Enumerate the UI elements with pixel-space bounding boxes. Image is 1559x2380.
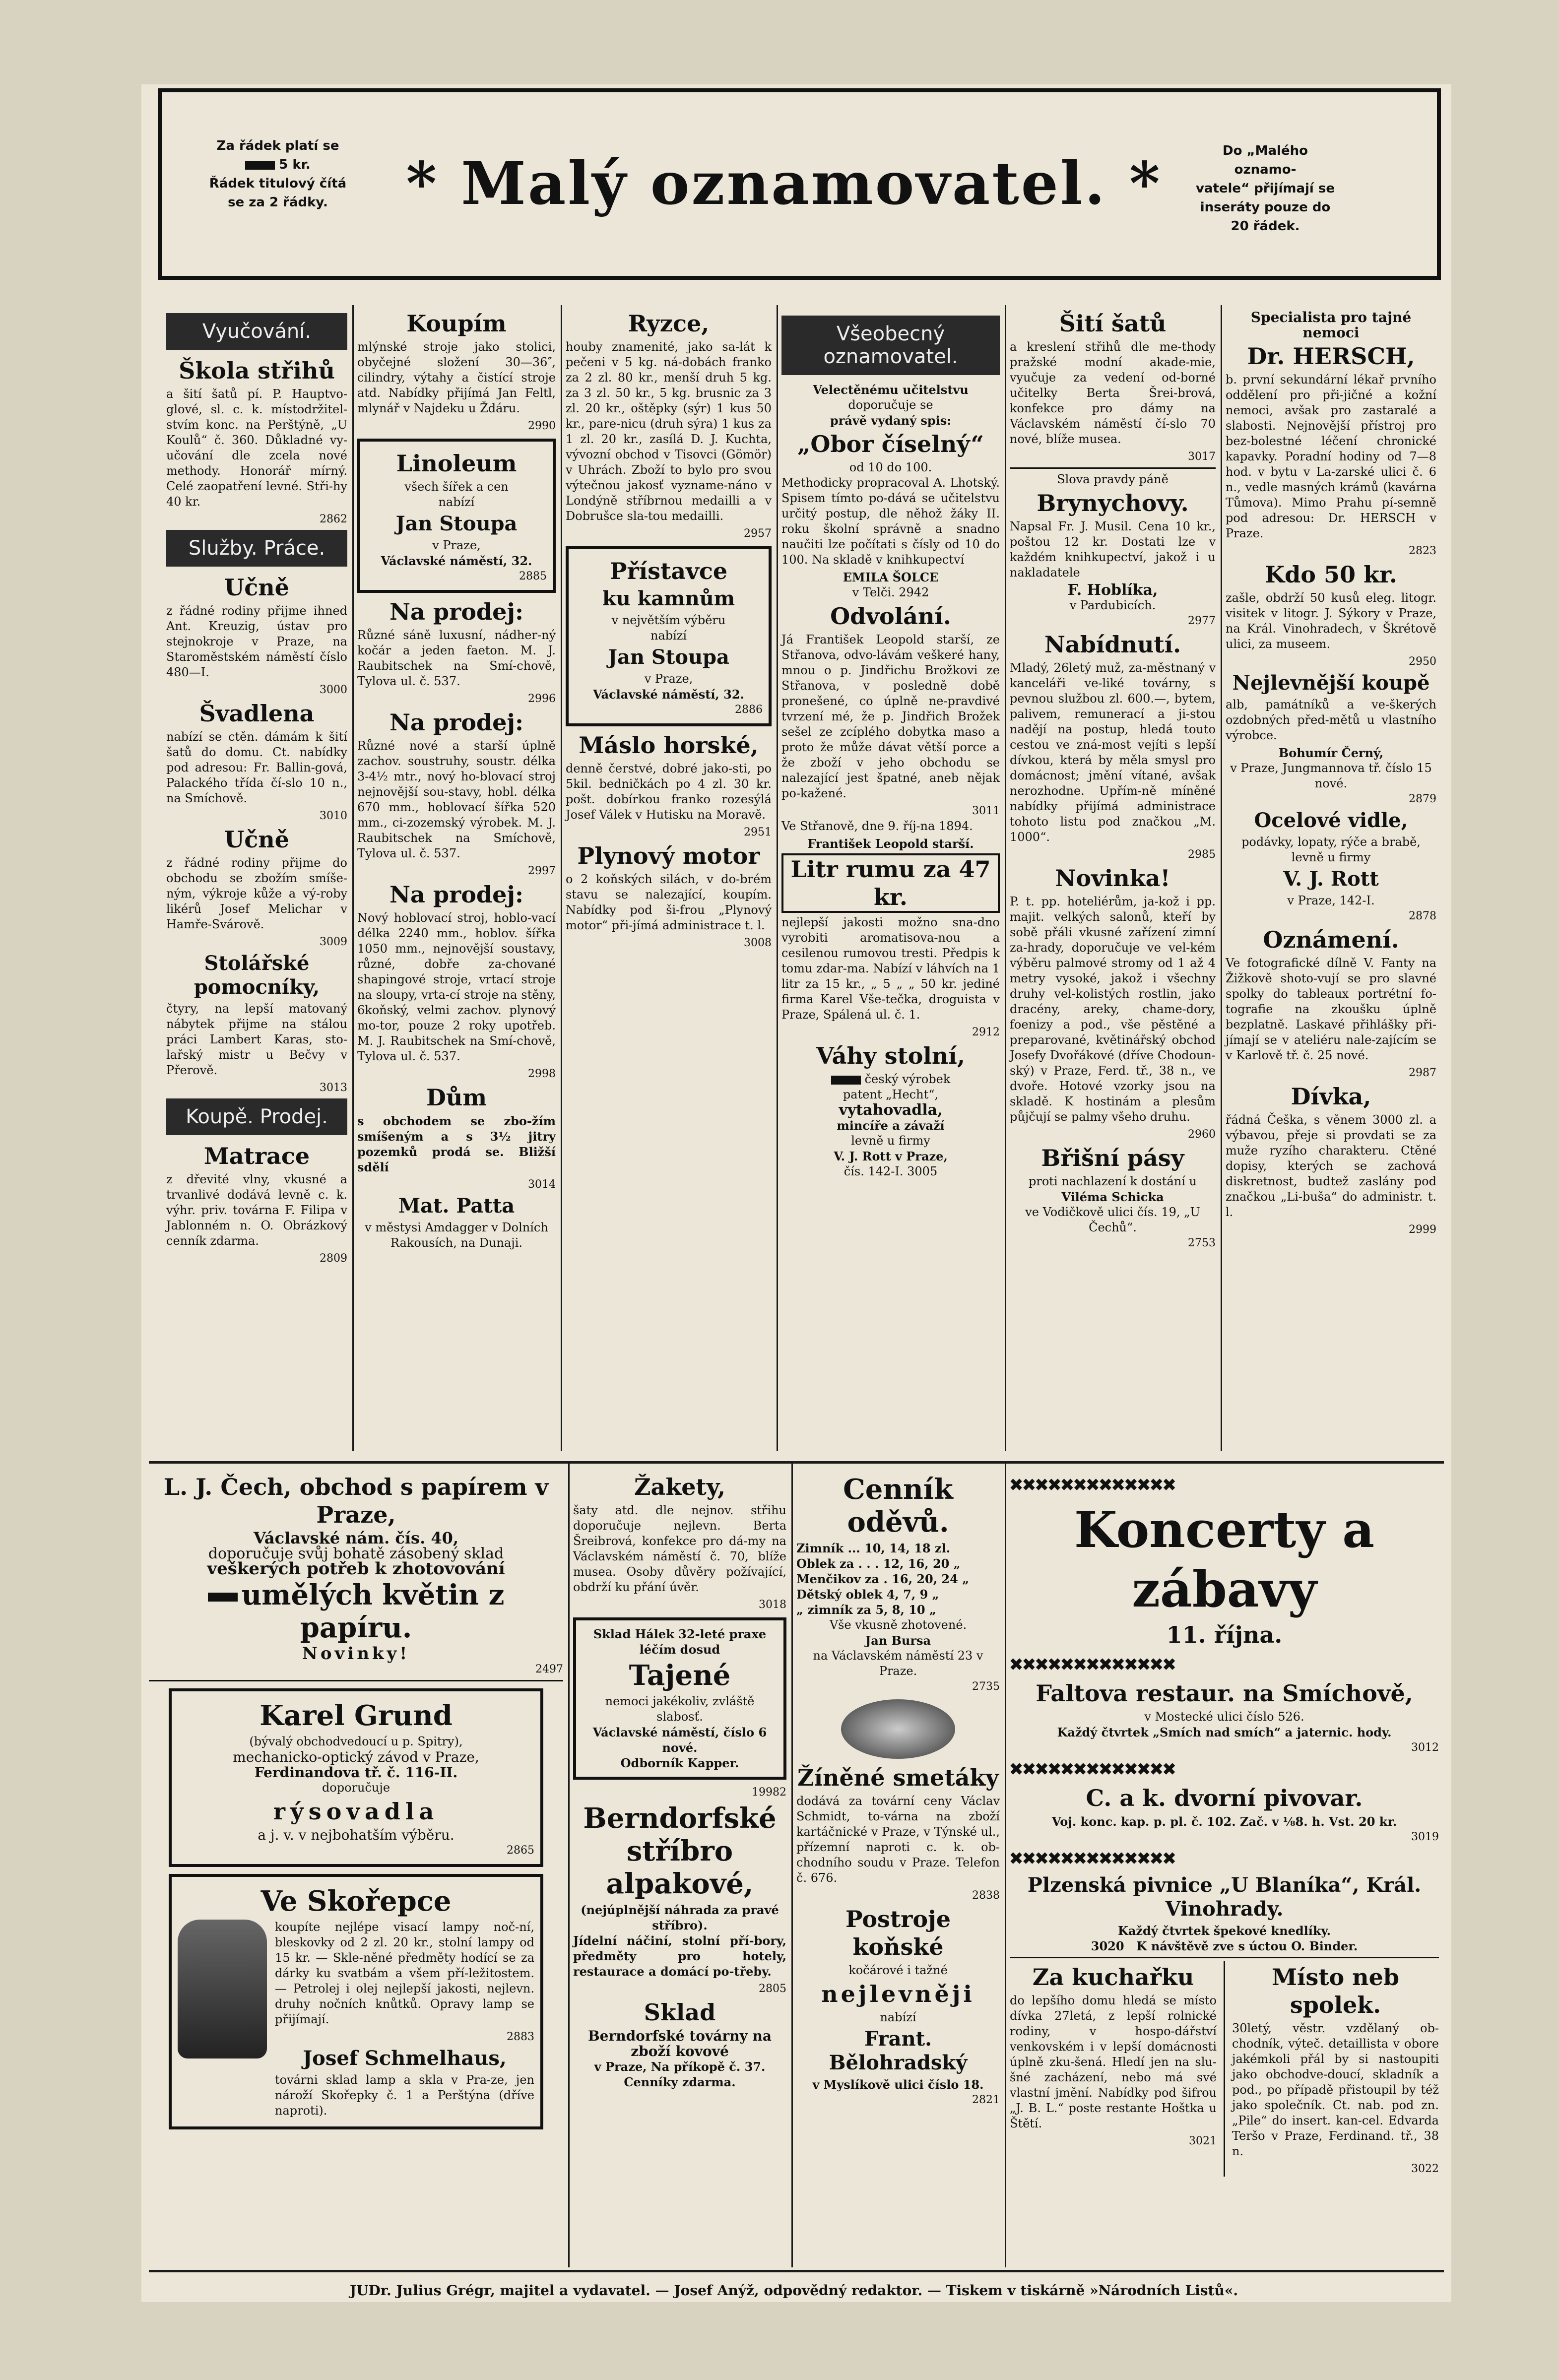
ad-address: Václavské náměstí, 32. [381,554,532,568]
ad-title: Místo neb spolek. [1271,1964,1400,2018]
ad-seller: F. Hoblíka, [1067,581,1158,599]
price-line-3: Řádek titulový čítá [209,176,347,191]
bottom-column-3 [796,1471,1000,2108]
lamp-icon [178,1920,267,2058]
ad-title: „Obor číselný“ [797,431,984,457]
ad-title: Na prodej: [389,881,523,908]
column-4 [781,313,1000,1179]
column-1 [166,310,347,1266]
ad-number: 2753 [1188,1237,1216,1249]
ad-number: 2996 [528,693,556,705]
ad-body: s obchodem se zbo-žím smíšeným a s 3½ jitry pozemků prodá se. Bližší sdělí [357,1114,556,1174]
ad-line: v Pardubicích. [1069,598,1156,612]
ad-line: nabízí [438,495,475,509]
ad-line: mechanicko-optický závod v Praze, [233,1749,479,1765]
ad-number: 2838 [972,1889,1000,1902]
ad-title: Ryzce, [628,310,710,337]
ad-title: Karel Grund [260,1699,453,1732]
ad-line: veškerých potřeb k zhotovování [207,1559,505,1579]
ad-line: patent „Hecht“, [843,1088,939,1101]
ad-title: Břišní pásy [1041,1145,1184,1171]
ad-line: (bývalý obchodvedoucí u p. Spitry), [249,1735,463,1748]
ad-line: od 10 do 100. [849,460,932,474]
ad-title: Koncerty a zábavy [1074,1500,1375,1618]
ad-body: 30letý, věstr. vzdělaný ob-chodník, výteč. detaillista v obore jakémkoli přál by si nastoupiti jako obchodve-doucí, skladník a pod., po případě přistoupil by též jako společník. Ct. nab. pod zn. „Pile“ do insert. kan-cel. Edvarda Teršo v Praze, Ferdinand. tř., 38 n. [1232,2021,1439,2158]
ad-line: podávky, lopaty, rýče a brabě, levně u firmy [1241,835,1421,864]
ad-number: 3013 [320,1082,347,1094]
ad-title: Brynychovy. [1037,490,1189,516]
pointing-hand-icon [245,161,275,170]
ad-line: doporučuje se [848,398,933,412]
ad-number: 3008 [744,937,772,949]
ad-body: Jídelní náčiní, stolní pří-bory, předměty pro hotely, restaurace a domácí po-třeby. [573,1933,786,1979]
ad-line: nemoci jakékoliv, zvláště slabosť. [605,1694,755,1724]
ad-title: Na prodej: [389,598,523,625]
ad-line: v Praze, [644,672,693,686]
price-line-1: Za řádek platí se [216,138,339,153]
ad-address: v Praze, Jungmannova tř. číslo 15 nové. [1230,761,1432,790]
ad-number: 2865 [507,1844,534,1857]
ad-line: a j. v. v nejbohatším výběru. [258,1827,455,1843]
ad-number: 2879 [1409,793,1436,805]
ad-number: 3021 [1189,2135,1217,2147]
ad-body: houby znamenité, jako sa-lát k pečeni v 5 kg. ná-dobách franko za 2 zl. 80 kr., menší druh 5 kg. za 3 zl. 50 kr., 5 kg. brusnic za 3 zl. 20 kr., oštěpky (sýr) 1 kus 50 kr., pare-nicu (druh sýra) 1 kus za 1 zl. 20 kr., zasílá D. J. Kuchta, vývozní obchod v Tisovci (Gömör) v Uhrách. Zboží to bylo pro svou výtečnou jakosť vyzname-náno v Londýně stříbrnou medailli a v Dobrušce sla-tou medailli. [566,340,772,523]
ad-number: 2886 [735,704,763,716]
ad-seller: Jan Stoupa [608,645,729,669]
ad-body: nabízí se ctěn. dámám k šití šatů do domu. Ct. nabídky pod adresou: Fr. Ballin-gová, Palackého třída čí-slo 10 n., na Smíchově. [166,730,347,805]
ad-body: denně čerstvé, dobré jako-sti, po 5kil. bedničkách po 4 zl. 30 kr. pošt. dobírkou franko rozesýlá Josef Válek v Hutisku na Moravě. [566,762,772,822]
section-header-general: Všeobecný oznamovatel. [781,316,1000,375]
ad-address: v Mostecké ulici číslo 526. [1144,1710,1304,1724]
ad-number: 19982 [752,1786,786,1799]
ad-subtitle: ku kamnům [602,587,735,610]
column-divider [1005,1464,1006,2267]
ad-body: nejlepší jakosti možno sna-dno vyrobiti aromatisova-nou a cesilenou rumovou tresti. Předpis k tomu zdar-ma. Nabízí v láhvích na 1 litr za 15 kr., „ 5 „ „ 50 kr. jediné firma Karel Vše-tečka, droguista v Praze, Spálená ul. č. 1. [781,915,1000,1022]
ad-number: 2987 [1409,1067,1436,1079]
price-line-4: se za 2 řádky. [228,195,328,210]
divider [1010,467,1216,469]
ad-body: do lepšího domu hledá se místo dívka 27letá, z lepší rolnické rodiny, v hospo-dářství venkovském i v lepší domácnosti úplně zku-šená. Hledí jen na slu-šné zacházení, nebo má své vlastní jmění. Nabídky pod šifrou „J. B. L.“ poste restante Hoštka u Štětí. [1010,1994,1217,2130]
decorative-cross-border: ✖✖✖✖✖✖✖✖✖✖✖✖✖ [1010,1845,1176,1871]
ad-number: 2885 [519,570,547,582]
footer-divider [149,2270,1444,2272]
ad-title: Nabídnutí. [1044,631,1181,658]
price-row: Oblek za . . . 12, 16, 20 „ [796,1556,961,1571]
ad-title: Stolářské pomocníky, [194,952,320,999]
ad-address: na Václavském náměstí 23 v Praze. [813,1649,983,1678]
ad-number: 2985 [1188,848,1216,861]
ad-address: ve Vodičkově ulici čís. 19, „U Čechů“. [1025,1205,1200,1234]
ad-number: 2823 [1409,545,1436,557]
ad-seller: V. J. Rott v Praze, [834,1149,948,1163]
tajene-ad-box [573,1617,786,1780]
ad-title: Přístavce [609,558,728,584]
ad-number: 2805 [759,1983,786,1995]
ad-seller: Bohumír Černý, [1278,746,1384,760]
limit-line-3: inseráty pouze do [1200,200,1331,215]
decorative-cross-border: ✖✖✖✖✖✖✖✖✖✖✖✖✖ [1010,1471,1176,1498]
ad-line: v největším výběru [611,613,726,627]
ad-line: levně u firmy [851,1134,930,1148]
ad-seller: Mat. Patta [398,1194,515,1218]
ad-title: Plzenská pivnice „U Blaníka“, Král. Vinohrady. [1027,1873,1422,1921]
ad-number: 3014 [528,1178,556,1191]
ad-line: Slova pravdy páně [1057,472,1169,486]
pointing-hand-icon [831,1076,861,1085]
ad-line: Voj. konc. kap. p. pl. č. 102. Zač. v ⅛8. h. Vst. 20 kr. [1051,1814,1397,1829]
ad-body: mlýnské stroje jako stolici, obyčejné složení 30—36″, cilindry, výtahy a čistící stroje atd. Nabídky přijímá Jan Feltl, mlynář v Najdeku u Ždáru. [357,340,556,415]
ad-line: právě vydaný spis: [830,413,952,428]
ad-title: Učně [224,574,289,601]
ad-number: 3019 [1411,1831,1439,1843]
ad-subtitle: Sklad [644,1999,716,2026]
header-price-note [174,136,382,212]
ad-address: v Myslíkově ulici číslo 18. [812,2077,984,2092]
ad-title: Oznámení. [1263,926,1399,953]
ad-place-line: v Telči. 2942 [852,585,929,599]
price-line-2: 5 kr. [174,155,382,174]
ad-date: 11. října. [1166,1621,1283,1648]
ad-title: Ve Skořepce [260,1885,452,1918]
ad-number: 2883 [507,2031,534,2043]
ad-line: Vše vkusně zhotovené. [829,1618,967,1632]
ad-body: o 2 koňských silách, v do-brém stavu se nalezající, koupím. Nabídky pod ši-frou „Plynový motor“ při-jímá administrace t. l. [566,872,772,932]
ad-number: 3022 [1411,2163,1439,2175]
ad-body: b. první sekundární lékař prvního oddělení pro při-jičné a kožní nemoci, avšak pro zastaralé a slabosti. Nejnovější přístroj pro bez-bolestné léčení chronické kapavky. Poradní hodiny od 7—8 hod. v bytu v La-zarské ulici č. 6 n., vedle masných krámů (kavárna Tůmova). Mimo Prahu pí-semně pod adresou: Dr. HERSCH v Praze. [1226,373,1436,540]
ad-title: Tajené [629,1659,731,1692]
ad-number: 2957 [744,527,772,540]
star-icon: * [406,149,439,218]
ad-title: Faltova restaur. na Smíchově, [1036,1680,1413,1707]
price-row: „ zimník za 5, 8, 10 „ [796,1603,936,1617]
ad-title: Cenník oděvů. [843,1473,953,1539]
section-divider [149,1461,1444,1464]
ad-number: 3012 [1411,1741,1439,1754]
ad-body: z řádné rodiny přijme ihned Ant. Kreuzig, ústav pro stejnokroje v Praze, na Staroměstském náměstí číslo 480—I. [166,604,347,679]
ad-body: P. t. pp. hoteliérům, ja-kož i pp. majit. velkých salonů, kteří by sobě přáli vkusné zařízení zimní za-hrady, doporučuje ve vel-kém výběru palmové stromy od 1 až 4 metry vysoké, jakož i všechny druhy vel-kolistých rostlin, jako dracény, areky, chame-dory, foenizy a pod., vše pěstěné a preparované, květinářský obchod Josefy Dvořákové (dříve Chodoun-ský) v Praze, Ferd. tř., 38 n., ve dvoře. Hotové vzorky jsou na skladě. K hostinám a plesům půjčují se palmy všeho druhu. [1010,895,1216,1124]
ad-number: 3017 [1188,450,1216,463]
column-divider [1221,305,1222,1451]
ad-title: Ocelové vidle, [1254,809,1408,832]
ad-date: Ve Střanově, dne 9. říj-na 1894. [781,819,973,833]
grund-ad-box [169,1688,543,1867]
column-divider [561,305,562,1451]
ad-seller: Odborník Kapper. [620,1756,739,1770]
ad-number: 2951 [744,826,772,838]
ad-body: Já František Leopold starší, ze Střanova, odvo-lávám veškeré hany, mnou o p. Jindřichu Brožkovi ze Střanova, v posledně době pronešené, co úplně ne-pravdivé tvrzení mé, že p. Jindřich Brožek sešel ze zcíplého dobytka maso a proto že může dávat větší porce a že zboží v jeho obchodu se nalezající jest špatné, aneb nějak po-kažené. [781,633,1000,800]
ad-line: Novinky! [302,1644,410,1664]
ad-body: a kreslení střihů dle me-thody pražské modní akade-mie, vyučuje za vedení od-borné učitelky Berta Šrei-brová, konfekce pro dámy na Václavském náměstí čí-slo 70 nové, blíže musea. [1010,340,1216,446]
ad-title: Litr rumu za 47 kr. [781,853,1000,913]
ad-number: 3011 [972,805,1000,817]
ad-number: 2997 [528,865,556,877]
ad-number: 3018 [759,1599,786,1611]
ad-body: Napsal Fr. J. Musil. Cena 10 kr., poštou 12 kr. Dostati lze v každém knihkupectví, jakož i u nakladatele [1010,519,1216,579]
brush-icon [841,1699,955,1759]
ad-line: nabízí [650,629,687,643]
column-divider [352,305,354,1451]
price-row: Dětský oblek 4, 7, 9 „ [796,1587,939,1602]
ad-title: Učně [224,826,289,853]
limit-line-4: 20 řádek. [1231,219,1300,234]
ad-number: 2878 [1409,910,1436,922]
column-divider [1005,305,1006,1451]
ad-body: dodává za tovární ceny Václav Schmidt, to-várna na zboží kartáčnické v Praze, v Týnské ul., přízemní naproti c. k. ob-chodního soudu v Praze. Telefon č. 676. [796,1794,1000,1885]
ad-body: z řádné rodiny přijme do obchodu se zbožím smíše-ným, výkroje kůže a vý-roby likérů Josef Melichar v Hamře-Svárově. [166,856,347,931]
ad-line: nabízí [880,2010,916,2024]
ad-line: Sklad Hálek 32-leté praxe léčím dosud [593,1627,767,1657]
imprint-footer: JUDr. Julius Grégr, majitel a vydavatel. — Josef Anýž, odpovědný redaktor. — Tiskem v tiskárně »Národních Listů«. [349,2282,1238,2299]
ad-line: Velectěnému učitelstvu [813,383,969,397]
ad-title: Specialista pro tajné nemoci [1250,309,1412,341]
ad-body: koupíte nejlépe visací lampy noč-ní, bleskovky od 2 zl. 20 kr., stolní lampy od 15 kr. — Skle-něné předměty hodící se za dárky ku svatbám a všem pří-ležitostem. — Petrolej i olej nejlepší jakosti, nejlevn. druhy nočních knůtků. Opravy lamp se přijímají. [275,1920,534,2026]
decorative-cross-border: ✖✖✖✖✖✖✖✖✖✖✖✖✖ [1010,1651,1176,1677]
ad-title: Škola střihů [179,357,335,384]
ad-body: čtyry, na lepší matovaný nábytek přijme na stálou práci Lambert Karas, sto-lařský mistr u Bečvy v Přerově. [166,1002,347,1077]
pointing-hand-icon [208,1593,238,1602]
ad-title: Matrace [203,1143,310,1169]
ad-number: 2977 [1188,615,1216,627]
ad-line: Berndorfské továrny na zboží kovové [587,2028,772,2059]
header-limit-note [1191,141,1340,236]
ad-body: Mladý, 26letý muž, za-městnaný v kanceláři ve-liké továrny, s pevnou službou zl. 600.—, bytem, palivem, remunerací a ji-stou nadějí na postup, hledá touto cestou ve zná-most vejíti s lepší dívkou, která by měla smysl pro domácnost; jmění vítané, avšak nerozhodne. Upřím-ně míněné nabídky přijímá administrace tohoto listu pod značkou „M. 1000“. [1010,661,1216,844]
ad-address: v Praze, Na příkopě č. 37. Cenníky zdarma. [594,2059,766,2089]
cook-ad [1010,1961,1217,2177]
masthead-title: * Malý oznamovatel. * [406,149,1162,218]
limit-line-2: vatele“ přijímají se [1195,181,1335,196]
ad-number: 3009 [320,936,347,948]
ad-body: Nový hoblovací stroj, hoblo-vací délka 2240 mm., hoblov. šířka 1050 mm., nejnovější soustavy, různé, dobře za-chované shapingové stroje, vrtací stroje na sloupy, vrta-cí stroje na stěny, 6koňský, velmi zachov. plynový mo-tor, pouze 2 roky upotřeb. M. J. Raubitschek na Smí-chově, Tylova ul. č. 537. [357,911,556,1063]
decorative-cross-border: ✖✖✖✖✖✖✖✖✖✖✖✖✖ [1010,1755,1176,1782]
ad-address: Václavské náměstí, číslo 6 nové. [592,1725,767,1755]
ad-title: Za kuchařku [1032,1964,1194,1991]
ad-address: Ferdinandova tř. č. 116-II. [254,1764,458,1781]
column-divider [791,1464,793,2267]
ad-seller: EMILA ŠOLCE [843,570,939,584]
ad-line: Každý čtvrtek špekové knedlíky. [1117,1924,1331,1938]
ad-address: v Praze, 142-I. [1287,894,1375,907]
ad-title: Novinka! [1055,865,1170,892]
ad-headline: nejlevněji [821,1981,975,2007]
skorepka-ad-box [169,1874,543,2129]
ad-title: Plynový motor [577,842,760,869]
ad-line: Každý čtvrtek „Smích nad smích“ a jaternic. hody. [1057,1725,1392,1739]
section-header-teaching: Vyučování. [166,313,347,350]
linoleum-ad-box [357,439,556,593]
ad-number: 2998 [528,1068,556,1080]
position-ad [1232,1961,1439,2177]
bottom-column-1 [149,1471,563,2136]
price-row: Zimník ... 10, 14, 18 zl. [796,1541,951,1555]
ad-title: Žíněné smetáky [797,1764,999,1791]
ad-line: 3020 K návštěvě zve s úctou O. Binder. [1091,1939,1358,1953]
ad-body: zašle, obdrží 50 kusů eleg. litogr. visitek v litogr. J. Sýkory v Praze, na Král. Vinohradech, v Škrétově ulici, za museem. [1226,591,1436,651]
ad-body: Methodicky propracoval A. Lhotský. Spisem tímto po-dává se učitelstvu určitý postup, dle něhož žáky II. roku školní správně a snadno naučiti lze počítati s čísly od 10 do 100. Na skladě v knihkupectví [781,476,1000,567]
ad-title: Máslo horské, [579,732,759,759]
ad-number: 3000 [320,684,347,696]
ad-title: Berndorfské stříbro alpakové, [583,1802,777,1900]
column-3 [566,308,772,951]
ad-headline: umělých květin z papíru. [149,1579,563,1644]
ad-title: Žakety, [634,1474,726,1500]
ad-seller: Josef Schmelhaus, [303,2047,507,2070]
ad-line: (nejúplnější náhrada za pravé stříbro). [581,1903,779,1932]
ad-body: šaty atd. dle nejnov. střihu doporučuje nejlevn. Berta Šreibrová, konfekce pro dá-my na Václavském náměstí č. 70, blíže musea. Osoby důvěry požívající, obdrží ku přání úvěr. [573,1503,786,1594]
ad-number: 2990 [528,420,556,432]
ad-seller: Dr. HERSCH, [1247,343,1415,370]
stoves-ad-box [566,546,772,726]
price-row: Menčikov za . 16, 20, 24 „ [796,1572,969,1586]
ad-title: Dům [426,1084,487,1111]
limit-line-1: Do „Malého oznamo- [1223,143,1308,177]
ad-line: všech šířek a cen [404,480,509,494]
ad-number: 3010 [320,810,347,822]
ad-body: Ve fotografické dílně V. Fanty na Žižkově shoto-vují se pro slavné spolky do tableaux portrétní fo-tografie na zkoušku úplně bezplatně. Laskavé přihlášky při-jímají se v ateliéru nale-zajícím se v Karlově tř. č. 25 nové. [1226,956,1436,1062]
ad-title: Linoleum [396,450,517,477]
ad-body: řádná Češka, s věnem 3000 zl. a výbavou, přeje si provdati se za muže ryzího charakteru. Ctěné dopisy, kterých se zachová diskretnost, budtež zaslány pod značkou „Li-buša“ do administr. t. l. [1226,1113,1436,1219]
ad-title: Postroje koňské [845,1906,951,1960]
ad-body: Různé nové a starší úplně zachov. soustruhy, soustr. délka 3-4½ mtr., nový ho-blovací stroj nejnovější sou-stavy, hobl. délka 670 mm., hoblovací šířka 520 mm., ci-zozemský výrobek. M. J. Raubitschek na Smíchově, Tylova ul. č. 537. [357,739,556,860]
ad-line: vytahovadla, [839,1101,943,1119]
ad-title: Koupím [406,310,507,337]
ad-number: 2497 [535,1663,563,1675]
ad-address: Václavské nám. čís. 40, [253,1529,459,1547]
ad-body: alb, památníků a ve-škerých ozdobných před-mětů u vlastního výrobce. [1226,698,1436,742]
ad-line: český výrobek [781,1072,1000,1087]
ad-line: v Praze, [432,538,481,552]
ad-number: 2960 [1188,1128,1216,1141]
ad-title: Váhy stolní, [816,1042,965,1069]
ad-number: 2821 [972,2094,1000,2106]
ad-seller: Viléma Schicka [1061,1190,1164,1204]
ad-number: 2809 [320,1252,347,1265]
star-icon: * [1129,149,1162,218]
ad-address: továrni sklad lamp a skla v Pra-ze, jen nároží Skořepky č. 1 a Perštýna (dříve naproti). [275,2073,534,2118]
ad-title: Šití šatů [1059,310,1167,337]
ad-title: Nejlevnější koupě [1232,671,1430,695]
price-list [796,1541,1000,1617]
ad-body: a šití šatů pí. P. Hauptvo-glové, sl. c. k. místodržitel-stvím konc. na Perštýně, „U Koulů“ č. 360. Důkladné vy-učování dle zcela nové methody. Honorář mírný. Celé zaopatření levné. Stři-hy 40 kr. [166,387,347,509]
divider [149,1680,563,1681]
section-header-sales: Koupě. Prodej. [166,1098,347,1135]
ad-line: doporučuje [322,1781,390,1795]
ad-seller: V. J. Rott [1283,867,1379,891]
section-header-services: Služby. Práce. [166,530,347,567]
ad-place-line: čís. 142-I. 3005 [844,1164,938,1178]
ad-title: Odvolání. [830,603,951,630]
ad-title: Dívka, [1291,1083,1371,1110]
ad-seller: Jan Stoupa [395,512,518,535]
ad-title: Na prodej: [389,709,523,736]
ad-number: 2862 [320,513,347,525]
ad-line: kočárové i tažné [848,1963,948,1977]
ad-title: Kdo 50 kr. [1265,561,1397,588]
bottom-column-4 [1010,1471,1439,2177]
ad-number: 2999 [1409,1223,1436,1236]
ad-address: Václavské náměstí, 32. [593,687,744,702]
bottom-column-2 [573,1471,786,2090]
ad-number: 2950 [1409,655,1436,668]
ad-address: v městysi Amdagger v Dolních Rakousích, na Dunaji. [365,1221,548,1250]
column-6 [1226,308,1436,1237]
ad-body: z dřevité vlny, vkusné a trvanlivé dodává levně c. k. výhr. priv. továrna F. Filipa v Jablonném n. O. Obrázkový cenník zdarma. [166,1172,347,1248]
ad-body: Různé sáně luxusní, nádher-ný kočár a jeden faeton. M. J. Raubitschek na Smí-chově, Tylova ul. č. 537. [357,628,556,688]
ad-headline: rýsovadla [273,1798,439,1825]
ad-line: doporučuje svůj bohatě zásobený sklad [208,1545,504,1562]
ad-title: Švadlena [199,700,315,727]
column-divider [777,305,778,1451]
column-divider [568,1464,570,2267]
divider [1010,1957,1439,1958]
ad-number: 2912 [972,1026,1000,1038]
ad-seller: Frant. Bělohradský [829,2027,968,2074]
column-2 [357,308,556,1251]
ad-line: mincíře a závaží [837,1118,945,1133]
ad-line: proti nachlazení k dostání u [1029,1174,1197,1188]
ad-title: C. a k. dvorní pivovar. [1086,1785,1363,1811]
ad-title: L. J. Čech, obchod s papírem v Praze, [163,1474,549,1528]
ad-signature: František Leopold starší. [807,836,974,851]
ad-seller: Jan Bursa [865,1633,931,1648]
ad-number: 2735 [972,1680,1000,1693]
column-5 [1010,308,1216,1251]
